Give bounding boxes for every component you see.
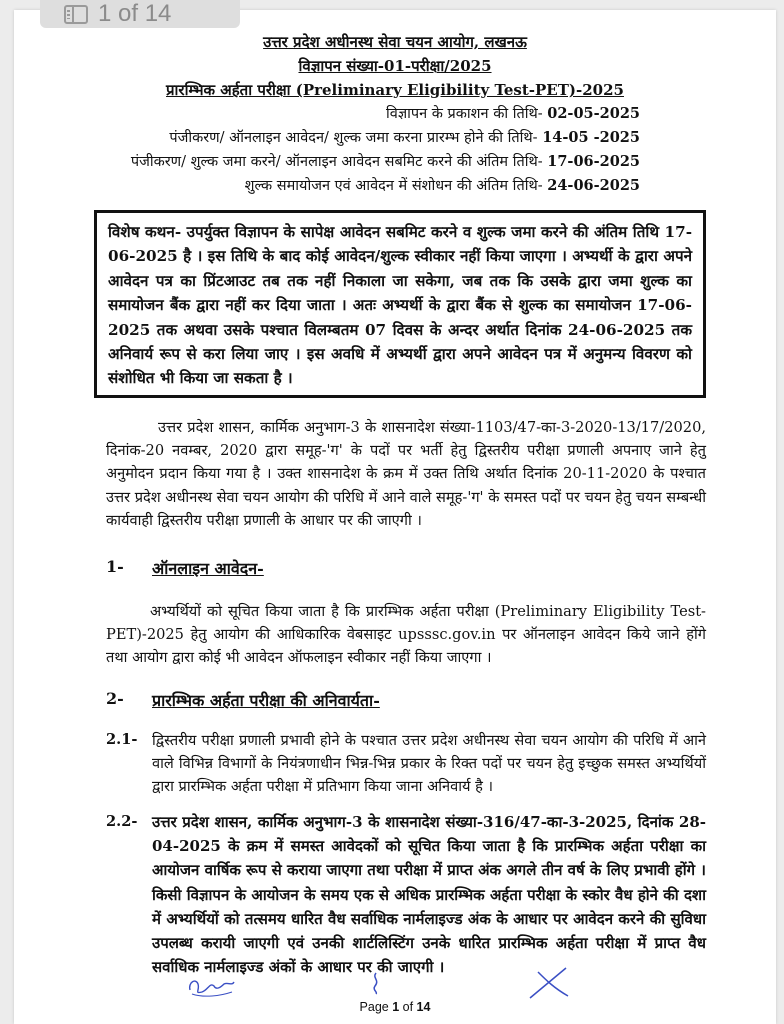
date-label: पंजीकरण/ शुल्क जमा करने/ ऑनलाइन आवेदन सबमिट करने की अंतिम तिथि- xyxy=(130,154,543,170)
date-row xyxy=(169,127,640,147)
document-page xyxy=(14,10,776,1024)
page-indicator-pill[interactable] xyxy=(40,0,240,28)
section-title-online-application: ऑनलाइन आवेदन- xyxy=(152,559,264,578)
date-label: शुल्क समायोजन एवं आवेदन में संशोधन की अंतिम तिथि- xyxy=(244,178,543,194)
footer-prefix: Page xyxy=(359,1000,393,1014)
subsection-number: 2.2- xyxy=(106,813,138,830)
section-number: 1- xyxy=(106,557,124,576)
advertisement-number: विज्ञापन संख्या-01-परीक्षा/2025 xyxy=(298,57,492,75)
signature-initials-right xyxy=(524,964,572,1002)
date-row xyxy=(386,103,640,123)
date-row xyxy=(245,175,640,195)
subsection-text: द्विस्तरीय परीक्षा प्रणाली प्रभावी होने के पश्चात उत्तर प्रदेश अधीनस्थ सेवा चयन आयोग की परिधि में आने वाले विभिन्न विभागों के नियंत्रणाधीन भिन्न-भिन्न प्रकार के रिक्त पदों पर चयन हेतु इच्छुक समस्त अभ्यर्थियों द्वारा प्रारम्भिक अर्हता परीक्षा में प्रतिभाग किया जाना अनिवार्य है । xyxy=(152,732,706,796)
footer-page-number: 1 xyxy=(392,1000,400,1014)
intro-paragraph: उत्तर प्रदेश शासन, कार्मिक अनुभाग-3 के शासनादेश संख्या-1103/47-का-3-2020-13/17/2020, दिनांक-20 नवम्बर, 2020 द्वारा समूह-'ग' के पदों पर भर्ती हेतु द्विस्तरीय परीक्षा प्रणाली अपनाए जाने हेतु अनुमोदन प्रदान किया गया है । उक्त शासनादेश के क्रम में उक्त तिथि अर्थात दिनांक 20-11-2020 के पश्चात उत्तर प्रदेश अधीनस्थ सेवा चयन आयोग की परिधि में आने वाले समूह-'ग' के समस्त पदों पर चयन हेतु चयन सम्बन्धी कार्यवाही द्विस्तरीय परीक्षा प्रणाली के आधार पर की जाएगी । xyxy=(106,419,707,529)
subsection-number: 2.1- xyxy=(106,731,138,748)
signature-initials-center xyxy=(366,970,386,996)
section-number: 2- xyxy=(106,689,124,708)
page-thumbnails-icon[interactable] xyxy=(64,5,88,24)
date-label: विज्ञापन के प्रकाशन की तिथि- xyxy=(386,106,543,122)
footer-separator: of xyxy=(399,1000,417,1014)
online-application-paragraph: अभ्यर्थियों को सूचित किया जाता है कि प्रारम्भिक अर्हता परीक्षा (Preliminary Eligibility Test-PET)-2025 हेतु आयोग की आधिकारिक वेबसाइट upsssc.gov.in पर ऑनलाइन आवेदन किये जाने होंगे तथा आयोग द्वारा कोई भी आवेदन ऑफलाइन स्वीकार नहीं किया जाएगा । xyxy=(106,603,706,667)
org-name: उत्तर प्रदेश अधीनस्थ सेवा चयन आयोग, लखनऊ xyxy=(263,33,527,51)
section-title-pet-mandatory: प्रारम्भिक अर्हता परीक्षा की अनिवार्यता- xyxy=(152,691,380,710)
special-notice-box: विशेष कथन- उपर्युक्त विज्ञापन के सापेक्ष आवेदन सबमिट करने व शुल्क जमा करने की अंतिम तिथि 17-06-2025 है । इस तिथि के बाद कोई आवेदन/शुल्क स्वीकार नहीं किया जाएगा । अभ्यर्थी के द्वारा अपने आवेदन पत्र का प्रिंटआउट तब तक नहीं निकाला जा सकेगा, जब तक कि उसके द्वारा जमा शुल्क का समायोजन बैंक द्वारा नहीं कर दिया जाता । अतः अभ्यर्थी के द्वारा बैंक से शुल्क का समायोजन 17-06-2025 तक अथवा उसके पश्चात विलम्बतम 07 दिवस के अन्दर अर्थात दिनांक 24-06-2025 तक अनिवार्य रूप से करा लिया जाए । इस अवधि में अभ्यर्थी द्वारा अपने आवेदन पत्र में अनुमन्य विवरण को संशोधित भी किया जा सकता है । xyxy=(94,210,706,398)
exam-title: प्रारम्भिक अर्हता परीक्षा (Preliminary Eligibility Test-PET)-2025 xyxy=(166,81,624,99)
date-value: 17-06-2025 xyxy=(547,153,640,170)
date-value: 24-06-2025 xyxy=(547,177,640,194)
footer-total-pages: 14 xyxy=(416,1000,431,1014)
date-label: पंजीकरण/ ऑनलाइन आवेदन/ शुल्क जमा करना प्रारम्भ होने की तिथि- xyxy=(169,130,538,146)
date-row xyxy=(131,151,640,171)
page-footer xyxy=(14,1000,776,1014)
subsection-text: उत्तर प्रदेश शासन, कार्मिक अनुभाग-3 के शासनादेश संख्या-316/47-का-3-2025, दिनांक 28-04-2025 के क्रम में समस्त आवेदकों को सूचित किया जाता है कि प्रारम्भिक अर्हता परीक्षा का आयोजन वार्षिक रूप से कराया जाएगा तथा परीक्षा में प्राप्त अंक अगले तीन वर्ष के लिए प्रभावी होंगे । किसी विज्ञापन के आयोजन के समय एक से अधिक प्रारम्भिक अर्हता परीक्षा के स्कोर वैध होने की दशा में अभ्यर्थियों को तत्समय धारित वैध सर्वाधिक नार्मलाइज्ड अंक के आधार पर आवेदन करने की सुविधा उपलब्ध करायी जाएगी एवं उनकी शार्टलिस्टिंग उनके धारित प्रारम्भिक अर्हता परीक्षा में प्राप्त वैध सर्वाधिक नार्मलाइज्ड अंकों के आधार पर की जाएगी । xyxy=(152,813,706,977)
date-value: 02-05-2025 xyxy=(547,105,640,122)
date-value: 14-05 -2025 xyxy=(542,129,640,146)
signature-initials-left xyxy=(184,972,240,1000)
page-indicator-text: 1 of 14 xyxy=(98,0,172,27)
